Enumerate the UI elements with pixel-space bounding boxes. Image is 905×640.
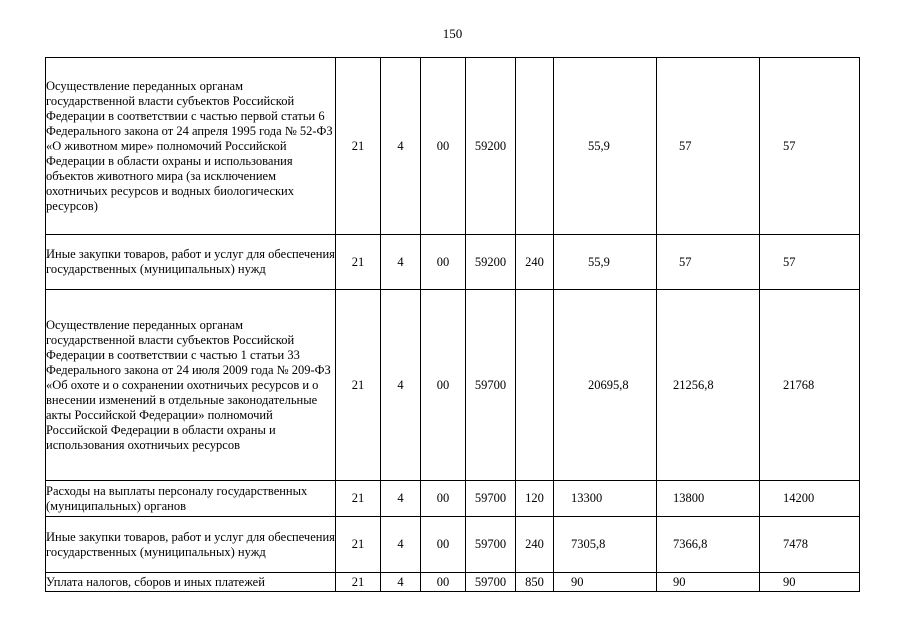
budget-table [45,57,860,592]
cell-amount-2: 57 [657,235,760,290]
cell-target-article: 59700 [466,481,516,517]
cell-amount-1: 20695,8 [554,290,657,481]
cell-program: 00 [421,58,466,235]
row-description: Осуществление переданных органам государственной власти субъектов Российской Федерации в соответствии с частью первой статьи 6 Федерального закона от 24 апреля 1995 года № 52-ФЗ «О животном мире» полномочий Российской Федерации в области охраны и использования объектов животного мира (за исключением охотничьих ресурсов и водных биологических ресурсов) [46,58,336,235]
cell-amount-2: 90 [657,573,760,592]
cell-section: 21 [336,573,381,592]
row-description: Иные закупки товаров, работ и услуг для обеспечения государственных (муниципальных) нужд [46,517,336,573]
cell-section: 21 [336,58,381,235]
cell-target-article: 59200 [466,58,516,235]
cell-expense-type: 240 [516,235,554,290]
cell-subsection: 4 [381,290,421,481]
table-row [46,481,860,517]
row-description: Уплата налогов, сборов и иных платежей [46,573,336,592]
cell-amount-1: 7305,8 [554,517,657,573]
cell-subsection: 4 [381,573,421,592]
cell-section: 21 [336,517,381,573]
cell-expense-type: 120 [516,481,554,517]
cell-subsection: 4 [381,481,421,517]
cell-subsection: 4 [381,517,421,573]
cell-section: 21 [336,235,381,290]
cell-program: 00 [421,235,466,290]
row-description: Осуществление переданных органам государственной власти субъектов Российской Федерации в соответствии с частью 1 статьи 33 Федерального закона от 24 июля 2009 года № 209-ФЗ «Об охоте и о сохранении охотничьих ресурсов и о внесении изменений в отдельные законодательные акты Российской Федерации» полномочий Российской Федерации в области охраны и использования охотничьих ресурсов [46,290,336,481]
cell-target-article: 59700 [466,517,516,573]
cell-amount-2: 13800 [657,481,760,517]
cell-program: 00 [421,290,466,481]
table-row [46,517,860,573]
cell-expense-type: 850 [516,573,554,592]
cell-section: 21 [336,290,381,481]
page-number: 150 [442,26,463,41]
cell-amount-3: 7478 [760,517,860,573]
cell-target-article: 59700 [466,290,516,481]
cell-target-article: 59700 [466,573,516,592]
cell-amount-2: 7366,8 [657,517,760,573]
cell-program: 00 [421,517,466,573]
cell-section: 21 [336,481,381,517]
table-row [46,58,860,235]
cell-amount-2: 57 [657,58,760,235]
cell-subsection: 4 [381,235,421,290]
cell-subsection: 4 [381,58,421,235]
cell-expense-type [516,58,554,235]
table-row [46,290,860,481]
table-row [46,573,860,592]
cell-expense-type: 240 [516,517,554,573]
cell-amount-1: 55,9 [554,58,657,235]
table-row [46,235,860,290]
cell-amount-3: 90 [760,573,860,592]
cell-amount-1: 13300 [554,481,657,517]
cell-program: 00 [421,481,466,517]
cell-amount-2: 21256,8 [657,290,760,481]
cell-amount-1: 55,9 [554,235,657,290]
cell-amount-3: 21768 [760,290,860,481]
cell-amount-3: 57 [760,58,860,235]
row-description: Иные закупки товаров, работ и услуг для обеспечения государственных (муниципальных) нужд [46,235,336,290]
cell-amount-3: 14200 [760,481,860,517]
cell-amount-1: 90 [554,573,657,592]
cell-target-article: 59200 [466,235,516,290]
row-description: Расходы на выплаты персоналу государственных (муниципальных) органов [46,481,336,517]
cell-expense-type [516,290,554,481]
cell-program: 00 [421,573,466,592]
cell-amount-3: 57 [760,235,860,290]
